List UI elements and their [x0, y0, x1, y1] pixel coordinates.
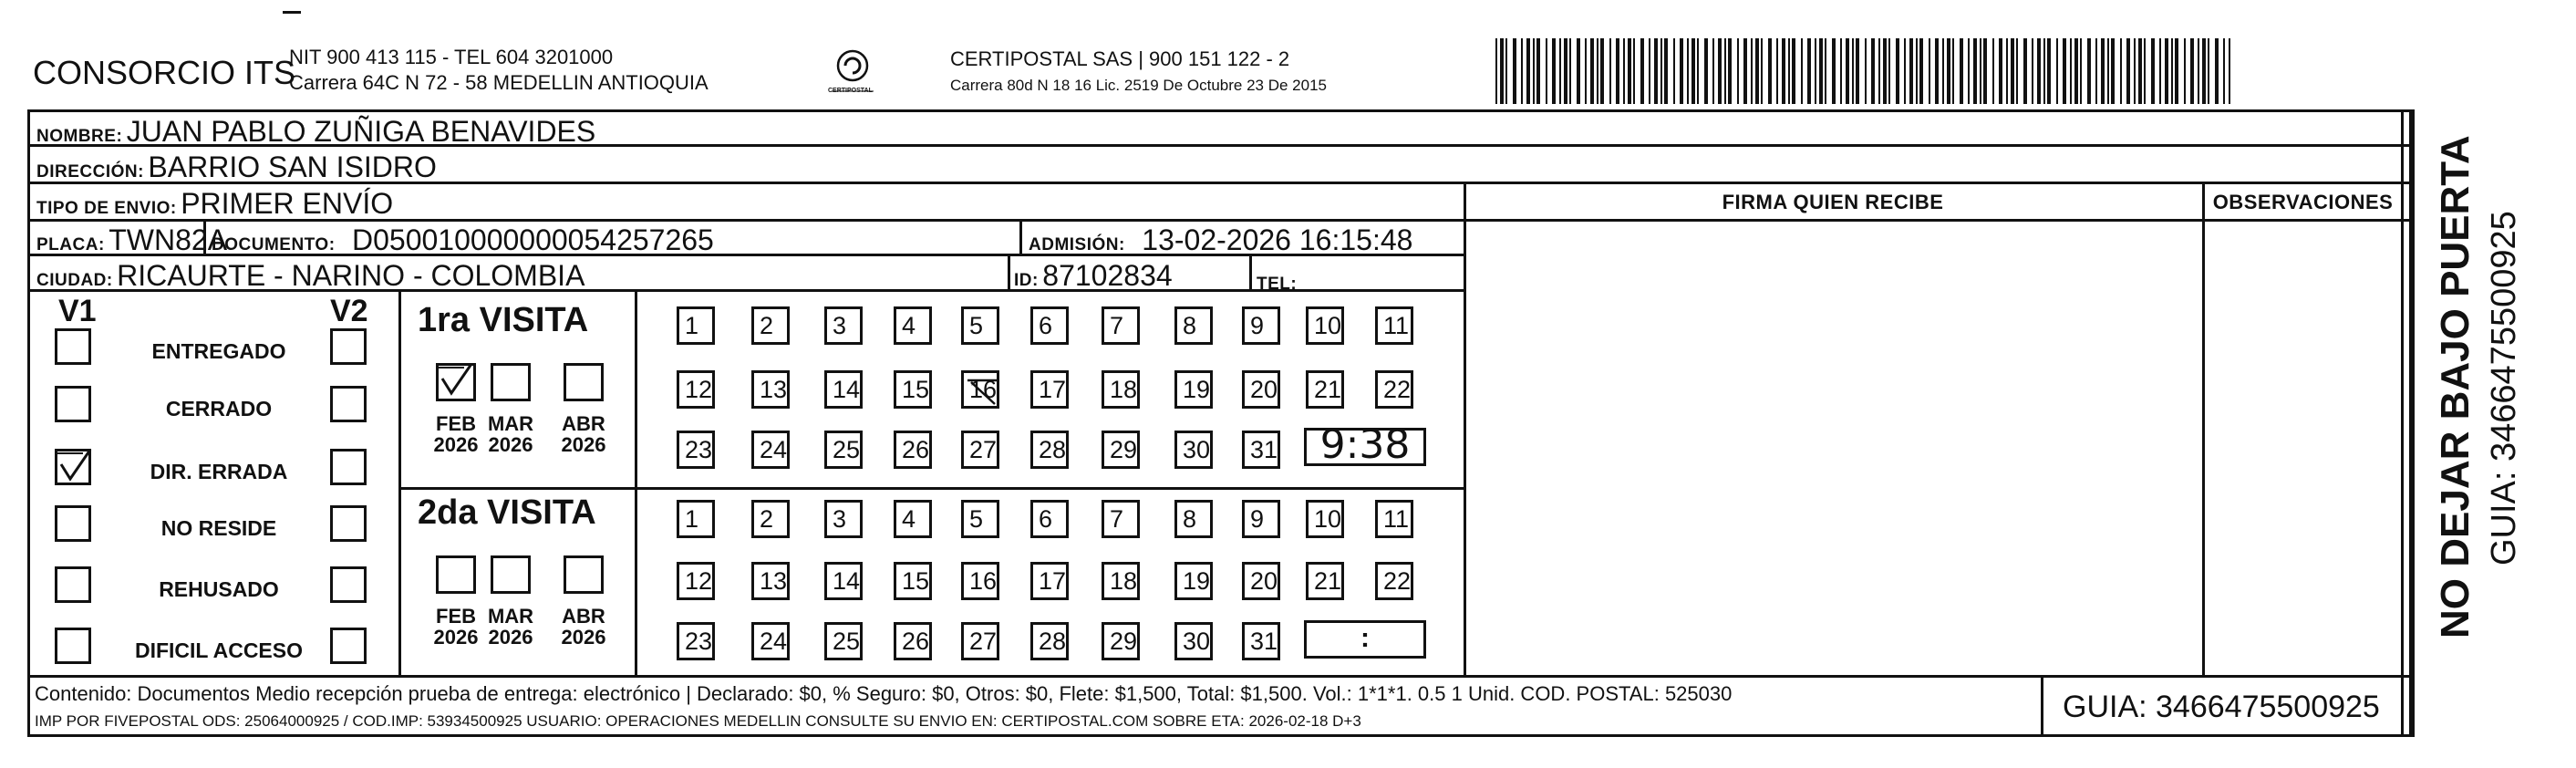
barcode-bar — [2159, 38, 2161, 104]
day-box[interactable]: 11 — [1375, 500, 1413, 538]
barcode-bar — [2208, 38, 2209, 104]
id-field — [1014, 261, 1173, 290]
barcode-bar — [2011, 38, 2014, 104]
barcode — [1495, 38, 2234, 104]
v2-checkbox[interactable] — [330, 628, 367, 664]
month-year: 2026 — [433, 626, 479, 649]
month-year: 2026 — [488, 433, 533, 457]
barcode-bar — [1801, 38, 1803, 104]
v2-checkbox[interactable] — [330, 328, 367, 365]
direccion-label: DIRECCIÓN: — [36, 162, 144, 182]
barcode-bar — [2047, 38, 2051, 104]
v1-checkbox[interactable] — [55, 628, 91, 664]
day-box[interactable]: 3 — [824, 500, 863, 538]
barcode-bar — [1852, 38, 1854, 104]
day-box[interactable]: 6 — [1030, 306, 1069, 345]
barcode-bar — [2107, 38, 2109, 104]
placa-field — [36, 225, 227, 254]
month-year: 2026 — [433, 433, 479, 457]
day-box[interactable]: 13 — [751, 562, 790, 600]
v2-checkbox[interactable] — [330, 449, 367, 485]
month-checkbox[interactable] — [436, 363, 476, 401]
barcode-bar — [1846, 38, 1849, 104]
observaciones-header: OBSERVACIONES — [2212, 191, 2394, 213]
barcode-bar — [1680, 38, 1683, 104]
barcode-bar — [2229, 38, 2230, 104]
day-box[interactable]: 26 — [894, 622, 932, 660]
month-name: ABR — [562, 605, 605, 628]
day-box[interactable]: 18 — [1102, 370, 1140, 409]
day-box[interactable]: 17 — [1030, 370, 1069, 409]
day-box[interactable]: 13 — [751, 370, 790, 409]
barcode-bar — [1577, 38, 1580, 104]
month-checkbox[interactable] — [491, 363, 531, 401]
barcode-bar — [1654, 38, 1658, 104]
company-name: CONSORCIO ITS — [33, 54, 296, 91]
barcode-bar — [2095, 38, 2097, 104]
barcode-bar — [1968, 38, 1970, 104]
month-name: FEB — [436, 412, 476, 435]
month-year: 2026 — [561, 433, 606, 457]
barcode-bar — [1980, 38, 1981, 104]
barcode-bar — [1597, 38, 1598, 104]
day-box[interactable]: 21 — [1306, 370, 1344, 409]
day-box[interactable]: 9 — [1242, 500, 1280, 538]
barcode-bar — [1865, 38, 1867, 104]
visit-divider — [398, 487, 1464, 490]
day-box[interactable]: 29 — [1102, 431, 1140, 469]
day-box[interactable]: 1 — [677, 306, 715, 345]
day-box[interactable]: 24 — [751, 431, 790, 469]
barcode-bar — [1807, 38, 1811, 104]
barcode-bar — [1768, 38, 1772, 104]
day-box[interactable]: 8 — [1174, 500, 1213, 538]
barcode-bar — [1983, 38, 1987, 104]
day-box[interactable]: 31 — [1242, 622, 1280, 660]
day-box[interactable]: 29 — [1102, 622, 1140, 660]
barcode-bar — [1856, 38, 1859, 104]
barcode-bar — [1691, 38, 1695, 104]
id-value: 87102834 — [1042, 259, 1173, 292]
side-warning: NO DEJAR BAJO PUERTA — [2433, 135, 2478, 638]
barcode-bar — [2063, 38, 2066, 104]
day-box[interactable]: 15 — [894, 370, 932, 409]
barcode-bar — [1623, 38, 1625, 104]
barcode-bar — [1687, 38, 1689, 104]
tipo-envio-field — [36, 189, 393, 218]
barcode-bar — [1737, 38, 1739, 104]
barcode-bar — [1633, 38, 1635, 104]
barcode-bar — [1712, 38, 1714, 104]
admision-field — [1029, 225, 1412, 254]
barcode-bar — [1569, 38, 1571, 104]
day-box[interactable]: 25 — [824, 431, 863, 469]
barcode-bar — [1947, 38, 1950, 104]
barcode-bar — [1649, 38, 1650, 104]
day-box[interactable]: 19 — [1174, 370, 1213, 409]
day-box[interactable]: 30 — [1174, 622, 1213, 660]
day-box[interactable]: 11 — [1375, 306, 1413, 345]
day-box[interactable]: 2 — [751, 306, 790, 345]
barcode-bar — [1660, 38, 1662, 104]
barcode-bar — [1704, 38, 1708, 104]
barcode-bar — [1590, 38, 1594, 104]
day-box[interactable]: 17 — [1030, 562, 1069, 600]
day-box[interactable]: 27 — [961, 622, 999, 660]
first-visit-title: 1ra VISITA — [418, 301, 589, 339]
barcode-bar — [1896, 38, 1899, 104]
barcode-bar — [1513, 38, 1516, 104]
certipostal-name: CERTIPOSTAL SAS | 900 151 122 - 2 — [950, 47, 1290, 70]
documento-label: DOCUMENTO: — [212, 235, 336, 254]
day-box[interactable]: 16 — [961, 370, 999, 409]
day-box[interactable]: 31 — [1242, 431, 1280, 469]
barcode-bar — [2184, 38, 2186, 104]
barcode-bar — [1673, 38, 1675, 104]
documento-value: D050010000000054257265 — [352, 223, 714, 256]
barcode-bar — [1935, 38, 1939, 104]
day-box[interactable]: 22 — [1375, 370, 1413, 409]
barcode-bar — [2144, 38, 2146, 104]
placa-value: TWN82A — [109, 223, 228, 256]
barcode-bar — [2056, 38, 2058, 104]
month-label — [483, 606, 538, 648]
nombre-label: NOMBRE: — [36, 127, 123, 146]
barcode-bar — [1909, 38, 1913, 104]
day-box[interactable]: 24 — [751, 622, 790, 660]
logo-caption: CERTIPOSTAL — [828, 88, 873, 94]
month-year: 2026 — [488, 626, 533, 649]
barcode-bar — [1495, 38, 1497, 104]
day-box[interactable]: 5 — [961, 306, 999, 345]
placa-label: PLACA: — [36, 235, 105, 254]
id-label: ID: — [1014, 271, 1039, 290]
month-label — [556, 413, 611, 455]
barcode-bar — [1616, 38, 1619, 104]
barcode-bar — [1505, 38, 1507, 104]
barcode-bar — [1788, 38, 1790, 104]
month-label — [483, 413, 538, 455]
barcode-bar — [1792, 38, 1795, 104]
barcode-bar — [2016, 38, 2018, 104]
barcode-bar — [1825, 38, 1826, 104]
tipo-envio-label: TIPO DE ENVIO: — [36, 199, 177, 218]
barcode-bar — [1755, 38, 1759, 104]
tipo-envio-value: PRIMER ENVÍO — [181, 187, 394, 220]
id-sep — [1008, 254, 1010, 289]
month-name: ABR — [562, 412, 605, 435]
barcode-bar — [1521, 38, 1523, 104]
barcode-bar — [1904, 38, 1906, 104]
certipostal-license: Carrera 80d N 18 16 Lic. 2519 De Octubre 23 De 2015 — [950, 77, 1327, 94]
status-option-label: REHUSADO — [159, 577, 279, 601]
firma-header: FIRMA QUIEN RECIBE — [1722, 191, 1944, 213]
barcode-bar — [1952, 38, 1954, 104]
barcode-bar — [1585, 38, 1587, 104]
barcode-bar — [2215, 38, 2219, 104]
barcode-bar — [2175, 38, 2178, 104]
barcode-bar — [1697, 38, 1699, 104]
day-box[interactable]: 27 — [961, 431, 999, 469]
first-visit-time-box[interactable] — [1304, 421, 1426, 468]
barcode-bar — [1782, 38, 1785, 104]
barcode-bar — [1840, 38, 1842, 104]
day-box[interactable]: 23 — [677, 622, 715, 660]
day-box[interactable]: 23 — [677, 431, 715, 469]
barcode-bar — [1973, 38, 1977, 104]
barcode-bar — [2171, 38, 2173, 104]
barcode-bar — [2111, 38, 2115, 104]
barcode-bar — [2190, 38, 2194, 104]
day-box[interactable]: 15 — [894, 562, 932, 600]
barcode-bar — [1718, 38, 1722, 104]
barcode-bar — [1533, 38, 1535, 104]
v1-header: V1 — [58, 294, 97, 328]
footer-guia-sep — [2041, 675, 2043, 737]
day-box[interactable]: 4 — [894, 306, 932, 345]
firma-left-line — [1464, 182, 1466, 675]
company-nit: NIT 900 413 115 - TEL 604 3201000 — [289, 46, 614, 68]
nombre-value: JUAN PABLO ZUÑIGA BENAVIDES — [126, 115, 596, 148]
v2-checkbox[interactable] — [330, 505, 367, 542]
barcode-bar — [1628, 38, 1631, 104]
status-option-label: NO RESIDE — [160, 516, 277, 540]
day-box[interactable]: 6 — [1030, 500, 1069, 538]
barcode-bar — [2070, 38, 2072, 104]
barcode-bar — [1878, 38, 1880, 104]
second-visit-time: : — [1360, 623, 1370, 653]
certipostal-logo — [828, 46, 877, 100]
day-box[interactable]: 16 — [961, 562, 999, 600]
v2-header: V2 — [330, 294, 368, 328]
month-checkbox[interactable] — [564, 555, 604, 594]
tel-sep — [1249, 254, 1252, 289]
day-box[interactable]: 22 — [1375, 562, 1413, 600]
barcode-bar — [2223, 38, 2225, 104]
footer-line — [27, 675, 2412, 678]
day-box[interactable]: 4 — [894, 500, 932, 538]
day-box[interactable]: 21 — [1306, 562, 1344, 600]
barcode-bar — [1916, 38, 1918, 104]
month-name: MAR — [487, 412, 534, 435]
company-address: Carrera 64C N 72 - 58 MEDELLIN ANTIOQUIA — [289, 71, 709, 94]
documento-field — [212, 225, 714, 254]
day-box[interactable]: 1 — [677, 500, 715, 538]
status-option-label: CERRADO — [165, 397, 273, 420]
v1-checkbox[interactable] — [55, 386, 91, 422]
day-box[interactable]: 20 — [1242, 370, 1280, 409]
barcode-bar — [1743, 38, 1747, 104]
month-name: MAR — [487, 605, 534, 628]
day-box[interactable]: 18 — [1102, 562, 1140, 600]
day-box[interactable]: 8 — [1174, 306, 1213, 345]
day-box[interactable]: 28 — [1030, 431, 1069, 469]
barcode-bar — [1751, 38, 1753, 104]
direccion-value: BARRIO SAN ISIDRO — [148, 150, 437, 183]
day-box[interactable]: 14 — [824, 370, 863, 409]
day-box[interactable]: 7 — [1102, 306, 1140, 345]
barcode-bar — [1919, 38, 1923, 104]
barcode-bar — [1832, 38, 1836, 104]
barcode-bar — [1871, 38, 1875, 104]
barcode-bar — [1564, 38, 1567, 104]
ciudad-field — [36, 261, 585, 290]
barcode-bar — [1942, 38, 1944, 104]
barcode-bar — [1552, 38, 1556, 104]
month-label — [556, 606, 611, 648]
month-checkbox[interactable] — [564, 363, 604, 401]
day-box[interactable]: 14 — [824, 562, 863, 600]
barcode-bar — [1546, 38, 1547, 104]
tel-label: TEL: — [1257, 275, 1298, 294]
v1-checkbox[interactable] — [55, 449, 91, 485]
barcode-bar — [1526, 38, 1530, 104]
v2-checkbox[interactable] — [330, 386, 367, 422]
barcode-bar — [1999, 38, 2002, 104]
day-box[interactable]: 28 — [1030, 622, 1069, 660]
day-box[interactable]: 26 — [894, 431, 932, 469]
barcode-bar — [2037, 38, 2041, 104]
barcode-bar — [1640, 38, 1644, 104]
day-box[interactable]: 9 — [1242, 306, 1280, 345]
barcode-bar — [2165, 38, 2168, 104]
barcode-bar — [1609, 38, 1611, 104]
barcode-bar — [1815, 38, 1816, 104]
barcode-bar — [2138, 38, 2142, 104]
day-box[interactable]: 19 — [1174, 562, 1213, 600]
day-box[interactable]: 3 — [824, 306, 863, 345]
day-box[interactable]: 5 — [961, 500, 999, 538]
checks-sep — [398, 289, 401, 675]
nombre-field — [36, 117, 595, 146]
months-sep — [635, 289, 637, 675]
barcode-bar — [1960, 38, 1963, 104]
barcode-bar — [1776, 38, 1778, 104]
barcode-bar — [2120, 38, 2122, 104]
day-box[interactable]: 30 — [1174, 431, 1213, 469]
barcode-bar — [2151, 38, 2155, 104]
barcode-bar — [2080, 38, 2082, 104]
frame-right — [2412, 109, 2415, 737]
status-option-label: DIR. ERRADA — [150, 460, 288, 483]
month-checkbox[interactable] — [436, 555, 476, 594]
v1-checkbox[interactable] — [55, 505, 91, 542]
second-visit-time-box[interactable] — [1304, 620, 1426, 659]
barcode-bar — [1992, 38, 1994, 104]
footer-imp: IMP POR FIVEPOSTAL ODS: 25064000925 / COD.IMP: 53934500925 USUARIO: OPERACIONES MEDELLIN CONSULTE SU ENVIO EN: CERTIPOSTAL.COM SOBRE ETA: 2026-02-18 D+3 — [35, 712, 1361, 730]
day-box[interactable]: 2 — [751, 500, 790, 538]
barcode-bar — [2198, 38, 2199, 104]
obs-left-line — [2202, 182, 2205, 675]
admision-label: ADMISIÓN: — [1029, 235, 1125, 254]
barcode-bar — [2023, 38, 2027, 104]
barcode-bar — [1559, 38, 1561, 104]
month-checkbox[interactable] — [491, 555, 531, 594]
barcode-bar — [1883, 38, 1887, 104]
month-year: 2026 — [561, 626, 606, 649]
barcode-bar — [2126, 38, 2130, 104]
top-mark — [283, 11, 301, 14]
status-option-label: ENTREGADO — [151, 339, 286, 363]
barcode-bar — [1600, 38, 1604, 104]
admision-sep — [1019, 219, 1022, 254]
month-label — [429, 413, 483, 455]
v2-checkbox[interactable] — [330, 566, 367, 603]
barcode-bar — [2202, 38, 2206, 104]
day-box[interactable]: 12 — [677, 370, 715, 409]
barcode-bar — [1819, 38, 1823, 104]
month-label — [429, 606, 483, 648]
v1-checkbox[interactable] — [55, 566, 91, 603]
day-box[interactable]: 10 — [1306, 500, 1344, 538]
first-visit-time: 9:38 — [1319, 421, 1411, 468]
side-guia: GUIA: 3466475500925 — [2485, 211, 2523, 566]
admision-value: 13-02-2026 16:15:48 — [1142, 223, 1413, 256]
barcode-bar — [1724, 38, 1726, 104]
day-box[interactable]: 10 — [1306, 306, 1344, 345]
right-col-line — [2401, 109, 2404, 737]
barcode-bar — [2043, 38, 2045, 104]
day-box[interactable]: 12 — [677, 562, 715, 600]
v1-checkbox[interactable] — [55, 328, 91, 365]
day-box[interactable]: 20 — [1242, 562, 1280, 600]
second-visit-title: 2da VISITA — [418, 493, 596, 532]
footer-contenido: Contenido: Documentos Medio recepción prueba de entrega: electrónico | Declarado: $0, % Seguro: $0, Otros: $0, Flete: $1,500, Total: $1,500. Vol.: 1*1*1. 0.5 1 Unid. COD. POSTAL: 525030 — [35, 682, 1733, 705]
direccion-field — [36, 152, 437, 182]
barcode-bar — [2134, 38, 2136, 104]
barcode-bar — [2087, 38, 2091, 104]
barcode-bar — [1728, 38, 1732, 104]
month-name: FEB — [436, 605, 476, 628]
barcode-bar — [2032, 38, 2033, 104]
barcode-bar — [2074, 38, 2078, 104]
status-option-label: DIFICIL ACCESO — [134, 638, 303, 662]
barcode-bar — [1536, 38, 1540, 104]
day-box[interactable]: 25 — [824, 622, 863, 660]
barcode-bar — [2006, 38, 2008, 104]
ciudad-label: CIUDAD: — [36, 271, 113, 290]
barcode-bar — [1500, 38, 1504, 104]
footer-guia: GUIA: 3466475500925 — [2063, 690, 2380, 724]
day-box[interactable]: 7 — [1102, 500, 1140, 538]
barcode-bar — [1761, 38, 1763, 104]
tel-field — [1257, 265, 1297, 294]
barcode-bar — [1929, 38, 1930, 104]
barcode-bar — [1888, 38, 1890, 104]
barcode-bar — [2101, 38, 2105, 104]
barcode-bar — [1664, 38, 1668, 104]
ciudad-value: RICAURTE - NARINO - COLOMBIA — [117, 259, 585, 292]
